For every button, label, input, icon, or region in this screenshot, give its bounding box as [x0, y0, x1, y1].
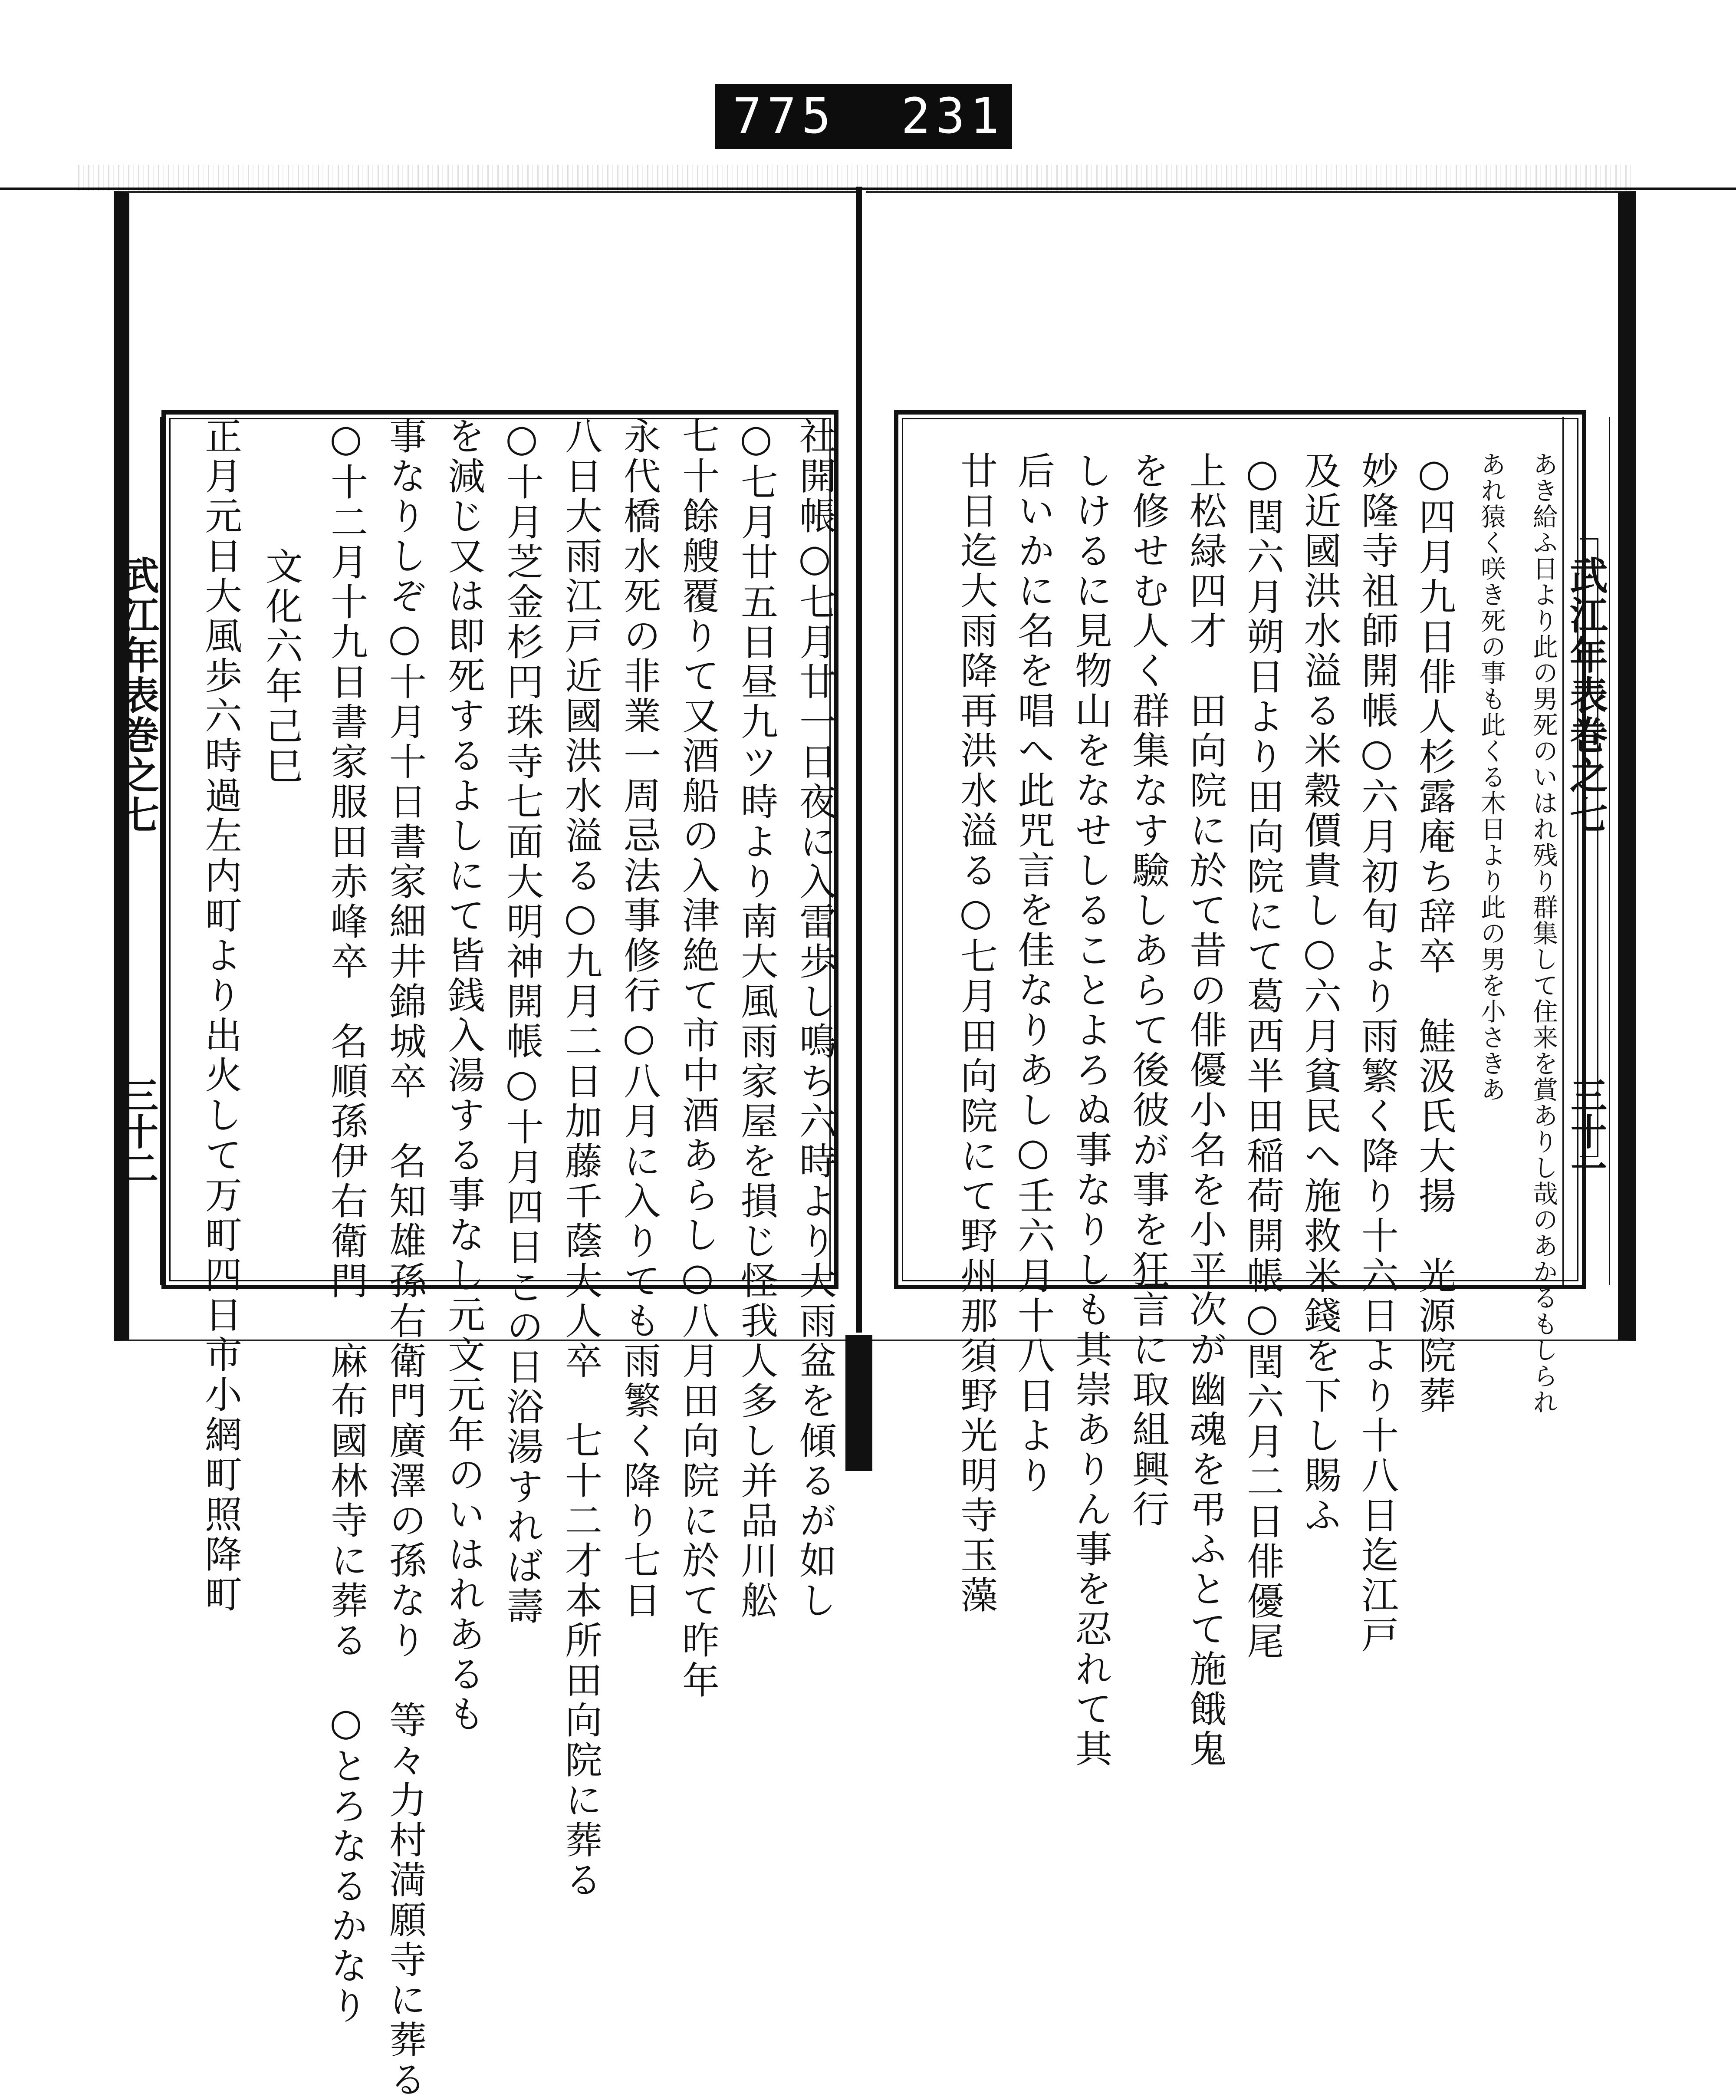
- text-column: を修せむ人く群集なす驗しあらて後彼が事を狂言に取組興行: [1126, 451, 1169, 1530]
- right-page-side-bracket: [1580, 538, 1598, 1157]
- catalog-number-left: 775: [733, 88, 836, 145]
- text-column: ○十月芝金杉円珠寺七面大明神開帳○十月四日この日浴湯すれば壽: [500, 417, 543, 1627]
- text-column: 社開帳○七月廿一日夜に入雷歩し鳴ち六時より大雨盆を傾るが如し: [793, 417, 836, 1621]
- text-column: を減じ又は即死するよしにて皆銭入湯する事なし元文元年のいはれあるも: [441, 417, 485, 1735]
- right-banner-title: 武江年表巻之七: [1564, 556, 1609, 835]
- left-page-banner: [114, 417, 161, 1285]
- text-column: 永代橋水死の非業一周忌法事修行○八月に入りても雨繁く降り七日: [617, 417, 661, 1621]
- book-spine: [845, 1335, 872, 1471]
- book-gutter: [856, 187, 862, 1333]
- text-column: 七十餘艘覆りて又酒船の入津絶て市中酒あらし○八月田向院に於て昨年: [676, 417, 719, 1701]
- text-column: 廿日迄大雨降再洪水溢る○七月田向院にて野州那須野光明寺玉藻: [954, 451, 997, 1616]
- text-column: あき給ふ日より此の男死のいはれ残り群集して住来を賞ありし哉のあかるもしられ: [1529, 451, 1558, 1415]
- text-column: しけるに見物山をなせしることよろぬ事なりしも其崇ありん事を忍れて其: [1069, 451, 1112, 1769]
- text-column: ○十二月十九日書家服田赤峰卒 名順孫伊右衛門 麻布國林寺に葬る ○とろなるかなり: [324, 417, 368, 2026]
- text-column: 后いかに名を唱へ此咒言を佳なりあし○壬六月十八日より: [1011, 451, 1055, 1496]
- text-column: ○四月九日俳人杉露庵ち辞卒 鮭汲氏大揚 光源院葬: [1412, 451, 1456, 1416]
- text-column: 妙隆寺祖師開帳○六月初旬より雨繁く降り十六日より十八日迄江戸: [1355, 451, 1398, 1656]
- left-page-number: 三十二: [116, 1076, 159, 1186]
- text-column: 事なりしぞ○十月十日書家細井錦城卒 名知雄孫右衛門廣澤の孫なり 等々力村満願寺に葬る: [383, 417, 426, 2100]
- left-banner-title: 武江年表巻之七: [115, 556, 160, 835]
- book-top-edge: [0, 188, 1736, 190]
- left-page-text: [182, 417, 836, 2100]
- text-column: 八日大雨江戸近國洪水溢る○九月二日加藤千蔭大人卒 七十二才本所田向院に葬る: [559, 417, 602, 1900]
- text-column: ○閏六月朔日より田向院にて葛西半田稲荷開帳○閏六月二日俳優尾: [1240, 451, 1284, 1662]
- catalog-number-right: 231: [901, 88, 1005, 145]
- catalog-label: [715, 84, 1012, 149]
- text-column: 正月元日大風歩六時過左内町より出火して万町四日市小網町照降町: [198, 417, 242, 1615]
- scan-noise-band: [78, 165, 1632, 191]
- text-column: 上松緑四才 田向院に於て昔の俳優小名を小平次が幽魂を弔ふとて施餓鬼: [1183, 451, 1226, 1769]
- text-column: あれ猿く咲き死の事も此くる木日より此の男を小さきあ: [1476, 451, 1506, 1103]
- text-column: ○七月廿五日昼九ツ時より南大風雨家屋を損じ怪我人多し并品川舩: [734, 417, 778, 1621]
- right-page-text: [905, 451, 1558, 1769]
- text-column: 及近國洪水溢る米穀價貴し○六月貧民へ施救米錢を下し賜ふ: [1298, 451, 1341, 1536]
- era-heading: 文化六年己巳: [259, 547, 302, 787]
- right-page-number: 三十一: [1565, 1076, 1608, 1186]
